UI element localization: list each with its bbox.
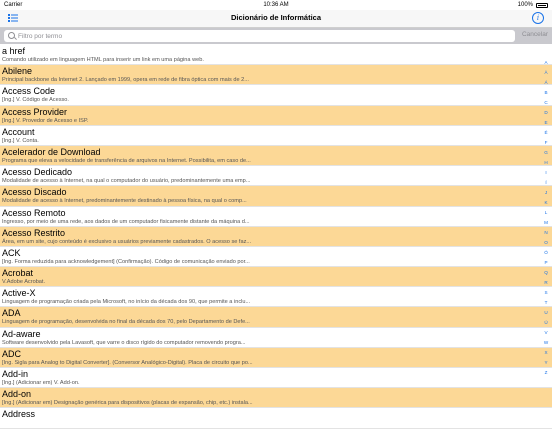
- term-title: Acesso Remoto: [2, 207, 66, 218]
- index-letter[interactable]: O: [544, 240, 548, 245]
- list-item[interactable]: [0, 106, 552, 126]
- index-letter[interactable]: J: [544, 190, 548, 195]
- index-letter[interactable]: D: [544, 110, 548, 115]
- index-letter[interactable]: Y: [544, 360, 548, 365]
- index-letter[interactable]: É: [544, 130, 548, 135]
- list-item[interactable]: [0, 85, 552, 105]
- term-title: Access Provider: [2, 106, 68, 117]
- cancel-button[interactable]: Cancelar: [521, 31, 548, 38]
- term-title: Abilene: [2, 66, 33, 77]
- index-letter[interactable]: T: [544, 300, 548, 305]
- term-definition: [Ing.] (Adicionar em) Designação genérica para dispositivos (placas de expansão, chip, etc.) instala...: [2, 400, 253, 407]
- index-letter[interactable]: M: [544, 220, 548, 225]
- battery-percent: 100%: [517, 2, 533, 8]
- index-letter[interactable]: Á: [544, 80, 548, 85]
- index-letter[interactable]: W: [543, 340, 549, 345]
- term-definition: [Ing.] (Adicionar em) V. Add-on.: [2, 380, 80, 386]
- term-definition: [Ing.] V. Conta.: [2, 137, 39, 144]
- term-list[interactable]: [0, 45, 552, 420]
- term-definition: Comando utilizado em linguagem HTML para inserir um link em uma página web.: [2, 57, 204, 63]
- index-letter[interactable]: R: [544, 280, 548, 285]
- term-definition: Software desenvolvido pela Lavasoft, que varre o disco rígido do computador removendo progra...: [2, 339, 246, 346]
- index-letter[interactable]: Ú: [544, 320, 548, 325]
- index-letter[interactable]: Z: [544, 370, 548, 375]
- index-letter[interactable]: H: [544, 160, 548, 165]
- index-letter[interactable]: A: [544, 60, 548, 65]
- term-title: Address: [2, 409, 36, 420]
- term-definition: Linguagem de programação, desenvolvida no final da década dos 70, pelo Departamento de Defe...: [2, 319, 250, 326]
- list-item[interactable]: [0, 227, 552, 247]
- list-item[interactable]: [0, 247, 552, 267]
- battery-icon: [536, 3, 548, 8]
- term-definition: [Ing.] V. Código de Acesso.: [2, 97, 69, 104]
- index-letter[interactable]: I: [545, 170, 547, 175]
- term-definition: V.Adobe Acrobat.: [2, 279, 46, 286]
- term-title: Access Code: [2, 86, 56, 97]
- list-item[interactable]: [0, 328, 552, 348]
- list-item[interactable]: [0, 287, 552, 307]
- term-definition: Área, em um site, cujo conteúdo é exclusivo a usuários previamente cadastrados. O acesso se faz...: [2, 238, 252, 245]
- term-definition: Programa que eleva a velocidade de transferência de arquivos na Internet. Possibilita, em caso de...: [2, 157, 251, 164]
- index-letter[interactable]: K: [544, 200, 548, 205]
- index-letter[interactable]: B: [544, 90, 548, 95]
- index-letter[interactable]: Ó: [544, 250, 548, 255]
- term-definition: [Ing. Forma reduzida para acknowledgement] (Confirmação). Código de comunicação enviado por...: [2, 258, 250, 265]
- search-field[interactable]: [4, 30, 515, 42]
- index-letter[interactable]: C: [544, 100, 548, 105]
- term-title: Active-X: [2, 288, 36, 299]
- navigation-bar: [0, 10, 552, 28]
- term-definition: [Ing.] V. Provedor de Acesso e ISP.: [2, 117, 89, 124]
- clock: 10:36 AM: [263, 2, 289, 8]
- alphabet-index[interactable]: [542, 58, 550, 378]
- battery-indicator: [518, 2, 548, 8]
- list-item[interactable]: [0, 307, 552, 327]
- list-item[interactable]: [0, 388, 552, 408]
- term-title: Acesso Discado: [2, 187, 67, 198]
- search-icon: [8, 32, 15, 39]
- index-letter[interactable]: X: [544, 350, 548, 355]
- term-title: Acelerador de Download: [2, 146, 101, 157]
- term-definition: [Ing. Sigla para Analog to Digital Converter]. (Conversor Analógico-Digital). Placa de circuito que po...: [2, 359, 253, 366]
- term-title: a href: [2, 46, 26, 56]
- list-item[interactable]: [0, 348, 552, 368]
- index-letter[interactable]: N: [544, 230, 548, 235]
- index-letter[interactable]: Q: [544, 270, 548, 275]
- page-title: Dicionário de Informática: [230, 13, 322, 22]
- term-title: Acrobat: [2, 268, 34, 279]
- term-definition: Ingresso, por meio de uma rede, aos dados de um computador fisicamente distante da máquina d...: [2, 218, 250, 225]
- term-definition: Principal backbone da Internet 2. Lançado em 1999, opera em rede de fibra óptica com mais de 2...: [2, 77, 249, 84]
- term-title: Acesso Restrito: [2, 227, 66, 238]
- list-item[interactable]: [0, 186, 552, 206]
- term-definition: Linguagem de programação criada pela Microsoft, no início da década dos 90, que permite a inclu...: [2, 299, 251, 306]
- index-letter[interactable]: F: [544, 140, 548, 145]
- term-title: Ad-aware: [2, 328, 41, 339]
- term-title: ADC: [2, 348, 22, 359]
- term-definition: Modalidade de acesso à Internet, na qual o computador do usuário, predominantemente uma emp...: [2, 178, 251, 185]
- index-letter[interactable]: À: [544, 70, 548, 75]
- term-title: Add-on: [2, 389, 32, 400]
- carrier-label: Carrier: [4, 2, 23, 8]
- list-item[interactable]: [0, 45, 552, 65]
- info-icon[interactable]: i: [532, 12, 544, 24]
- term-title: Account: [2, 126, 35, 137]
- index-letter[interactable]: Í: [545, 180, 547, 185]
- index-letter[interactable]: U: [544, 310, 548, 315]
- index-letter[interactable]: S: [544, 290, 548, 295]
- list-item[interactable]: [0, 166, 552, 186]
- list-item[interactable]: [0, 207, 552, 227]
- status-bar: [0, 0, 552, 10]
- term-title: Add-in: [2, 369, 29, 379]
- list-item[interactable]: [0, 368, 552, 388]
- list-item[interactable]: [0, 408, 552, 428]
- term-title: ADA: [2, 308, 21, 319]
- index-letter[interactable]: V: [544, 330, 548, 335]
- term-title: Acesso Dedicado: [2, 167, 73, 178]
- term-title: ACK: [2, 247, 21, 258]
- term-definition: Modalidade de acesso à Internet, predominantemente destinado à pessoa física, na qual o comp...: [2, 198, 247, 205]
- index-letter[interactable]: P: [544, 260, 548, 265]
- list-item[interactable]: [0, 267, 552, 287]
- search-input[interactable]: [18, 30, 508, 42]
- index-letter[interactable]: L: [544, 210, 548, 215]
- list-item[interactable]: [0, 126, 552, 146]
- search-bar: [0, 28, 552, 44]
- index-letter[interactable]: E: [544, 120, 548, 125]
- list-item[interactable]: [0, 65, 552, 85]
- index-letter[interactable]: G: [544, 150, 548, 155]
- list-item[interactable]: [0, 146, 552, 166]
